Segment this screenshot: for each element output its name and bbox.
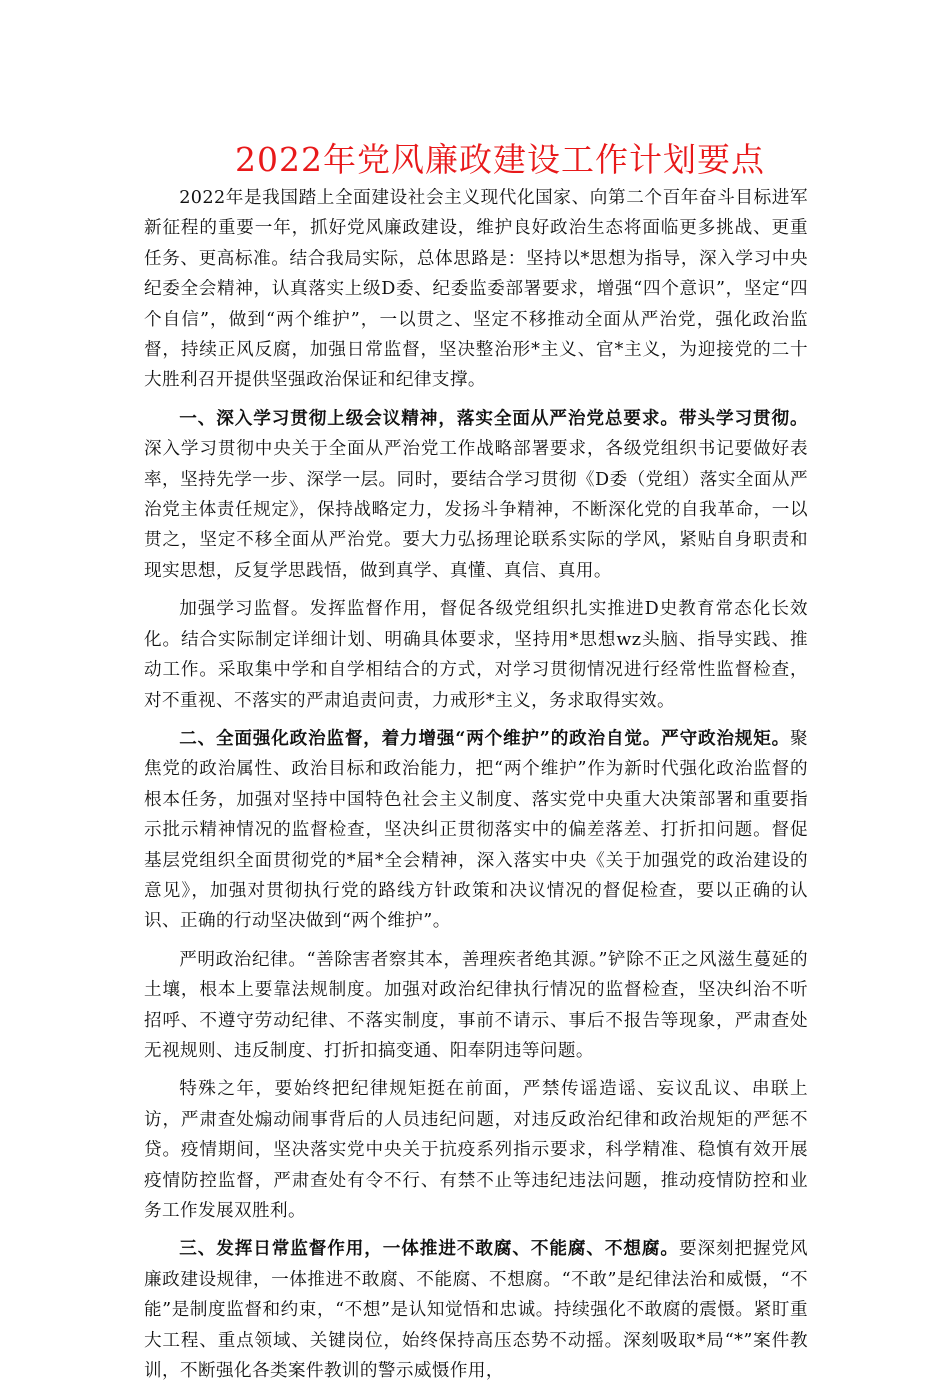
paragraph-text: 2022年是我国踏上全面建设社会主义现代化国家、向第二个百年奋斗目标进军新征程的重要一年，抓好党风廉政建设，维护良好政治生态将面临更多挑战、更重任务、更高标准。结合我局实际，总体思路是：坚持以*思想为指导，深入学习中央纪委全会精神，认真落实上级D委、纪委监委部署要求，增强“四个意识”，坚定“四个自信”，做到“两个维护”，一以贯之、坚定不移推动全面从严治党，强化政治监督，持续正风反腐，加强日常监督，坚决整治形*主义、官*主义，为迎接党的二十大胜利召开提供坚强政治保证和纪律支撑。 (144, 188, 808, 391)
paragraph-text: 特殊之年，要始终把纪律规矩挺在前面，严禁传谣造谣、妄议乱议、串联上访，严肃查处煽动闹事背后的人员违纪问题，对违反政治纪律和政治规矩的严惩不贷。疫情期间，坚决落实党中央关于抗疫系列指示要求，科学精准、稳慎有效开展疫情防控监督，严肃查处有令不行、有禁不止等违纪违法问题，推动疫情防控和业务工作发展双胜利。 (144, 1079, 808, 1221)
paragraph-study-supervision (144, 594, 808, 716)
document-title: 2022年党风廉政建设工作计划要点 (235, 140, 765, 179)
paragraph-special-year (144, 1074, 808, 1226)
section-heading: 三、发挥日常监督作用，一体推进不敢腐、不能腐、不想腐。 (179, 1238, 679, 1260)
section-heading: 一、深入学习贯彻上级会议精神，落实全面从严治党总要求。带头学习贯彻。 (179, 407, 808, 429)
paragraph-text: 聚焦党的政治属性、政治目标和政治能力，把“两个维护”作为新时代强化政治监督的根本任务，加强对坚持中国特色社会主义制度、落实党中央重大决策部署和重要指示批示精神情况的监督检查，坚决纠正贯彻落实中的偏差落差、打折扣问题。督促基层党组织全面贯彻党的*届*全会精神，深入落实中央《关于加强党的政治建设的意见》，加强对贯彻执行党的路线方针政策和决议情况的督促检查，要以正确的认识、正确的行动坚决做到“两个维护”。 (144, 728, 808, 932)
paragraph-section-1 (144, 404, 808, 586)
document-body (144, 183, 808, 1386)
paragraph-text: 严明政治纪律。“善除害者察其本，善理疾者绝其源。”铲除不正之风滋生蔓延的土壤，根本上要靠法规制度。加强对政治纪律执行情况的监督检查，坚决纠治不听招呼、不遵守劳动纪律、不落实制度，事前不请示、事后不报告等现象，严肃查处无视规则、违反制度、打折扣搞变通、阳奉阴违等问题。 (144, 949, 808, 1061)
paragraph-intro (144, 183, 808, 396)
paragraph-text: 加强学习监督。发挥监督作用，督促各级党组织扎实推进D史教育常态化长效化。结合实际制定详细计划、明确具体要求，坚持用*思想wz头脑、指导实践、推动工作。采取集中学和自学相结合的方式，对学习贯彻情况进行经常性监督检查，对不重视、不落实的严肃追责问责，力戒形*主义，务求取得实效。 (144, 599, 808, 711)
section-heading: 二、全面强化政治监督，着力增强“两个维护”的政治自觉。严守政治规矩。 (179, 727, 790, 749)
paragraph-text: 要深刻把握党风廉政建设规律，一体推进不敢腐、不能腐、不想腐。“不敢”是纪律法治和威慑，“不能”是制度监督和约束，“不想”是认知觉悟和忠诚。持续强化不敢腐的震慑。紧盯重大工程、重点领域、关键岗位，始终保持高压态势不动摇。深刻吸取*局“*”案件教训，不断强化各类案件教训的警示威慑作用， (144, 1239, 808, 1382)
paragraph-text: 深入学习贯彻中央关于全面从严治党工作战略部署要求，各级党组织书记要做好表率，坚持先学一步、深学一层。同时，要结合学习贯彻《D委（党组）落实全面从严治党主体责任规定》，保持战略定力，发扬斗争精神，不断深化党的自我革命，一以贯之，坚定不移全面从严治党。要大力弘扬理论联系实际的学风，紧贴自身职责和现实思想，反复学思践悟，做到真学、真懂、真信、真用。 (144, 439, 808, 581)
paragraph-section-2 (144, 724, 808, 937)
paragraph-section-3 (144, 1234, 808, 1386)
paragraph-political-discipline (144, 945, 808, 1067)
